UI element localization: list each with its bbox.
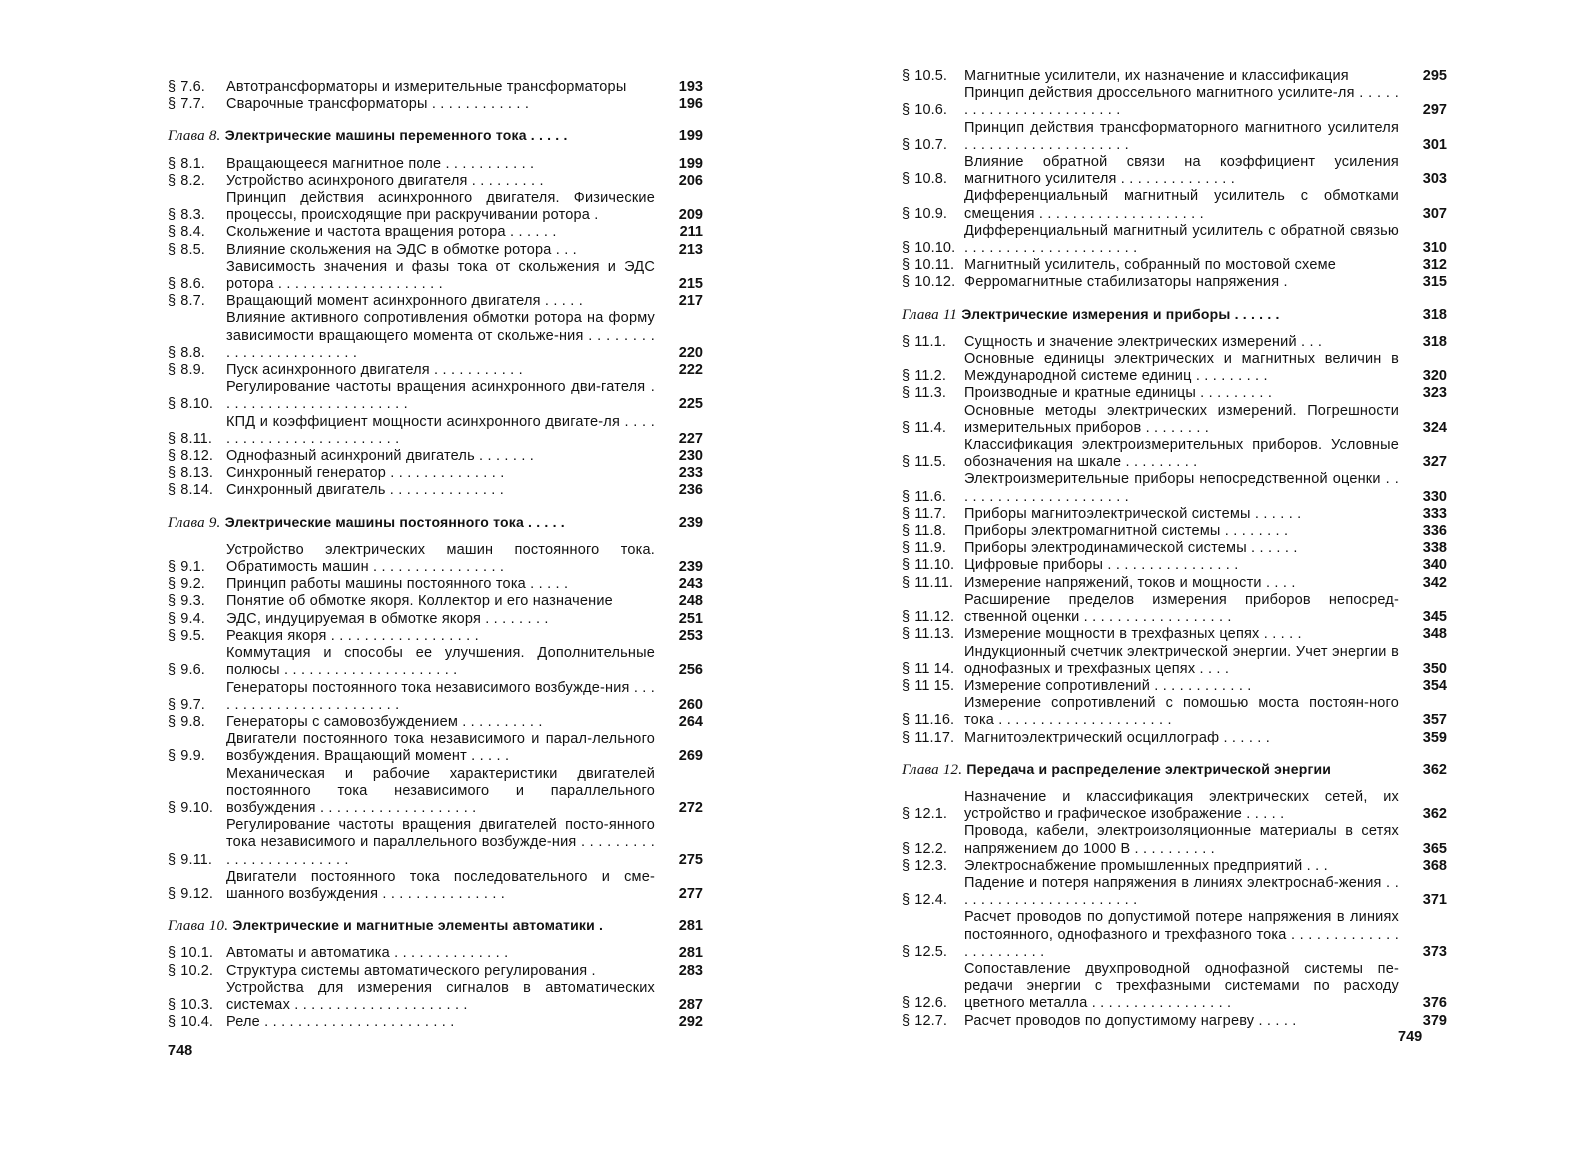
section-number: § 9.2. [168, 576, 205, 593]
page-reference: 260 [678, 696, 703, 713]
page-reference: 312 [1422, 257, 1447, 274]
page-reference: 239 [678, 514, 703, 531]
toc-entry [168, 680, 703, 714]
section-title: Регулирование частоты вращения асинхронного дви-гателя . . . . . . . . . . . . . . . . . . . . . . . [226, 379, 655, 413]
toc-entry [902, 506, 1447, 523]
toc-entry [168, 731, 703, 765]
toc-entry [168, 293, 703, 310]
chapter-title [168, 127, 661, 145]
toc-entry [902, 730, 1447, 747]
toc-entry [168, 963, 703, 980]
toc-entry [902, 274, 1447, 291]
toc-entry [902, 540, 1447, 557]
chapter-title [168, 514, 661, 532]
page-reference: 272 [678, 799, 703, 816]
section-number: § 8.6. [168, 276, 205, 293]
section-title: Двигатели постоянного тока последовательного и сме-шанного возбуждения . . . . . . . . . . . . . . . [226, 868, 655, 902]
toc-entry [168, 96, 703, 113]
page-number-left: 748 [168, 1043, 193, 1059]
section-title: Принцип действия трансформаторного магнитного усилителя . . . . . . . . . . . . . . . . . . . . [964, 119, 1399, 153]
section-number: § 11.16. [902, 712, 955, 729]
section-title: Приборы электромагнитной системы . . . . . . . . [964, 523, 1289, 540]
section-number: § 10.5. [902, 68, 948, 84]
toc-entry [168, 310, 703, 362]
page-reference: 315 [1422, 274, 1447, 291]
section-title: Сопоставление двухпроводной однофазной системы пе-редачи энергии с трехфазными системами по расходу цветного металла . . . . . . . . . . . . . . . . . [964, 960, 1399, 1012]
toc-entry [902, 557, 1447, 574]
section-number: § 10.8. [902, 171, 948, 188]
section-number: § 11.13. [902, 626, 955, 643]
section-number: § 9.11. [168, 851, 212, 868]
section-number: § 8.11. [168, 430, 212, 447]
section-title: Основные методы электрических измерений. Погрешности измерительных приборов . . . . . . . . [964, 402, 1399, 436]
section-title: Принцип действия дроссельного магнитного усилите-ля . . . . . . . . . . . . . . . . . . . . . . . . [964, 85, 1399, 119]
page-reference: 196 [678, 96, 703, 113]
section-title: Генераторы постоянного тока независимого возбужде-ния . . . . . . . . . . . . . . . . . . . . . . . . [226, 679, 655, 713]
toc-entry [168, 542, 703, 576]
page-reference: 283 [678, 962, 703, 979]
section-number: § 12.4. [902, 892, 948, 909]
page-reference: 225 [678, 396, 703, 413]
page-reference: 236 [678, 482, 703, 499]
toc-entry [168, 362, 703, 379]
toc-entry [168, 766, 703, 818]
toc-entry [168, 817, 703, 869]
section-title: Принцип действия асинхронного двигателя. Физические процессы, происходящие при раскручивании ротора . [226, 190, 655, 224]
toc-entry [902, 644, 1447, 678]
page-reference: 287 [678, 996, 703, 1013]
section-title: Классификация электроизмерительных приборов. Условные обозначения на шкале . . . . . . . . . [964, 437, 1399, 471]
section-title: Коммутация и способы ее улучшения. Дополнительные полюсы . . . . . . . . . . . . . . . . . . . . . [226, 645, 655, 679]
toc-entry [168, 190, 703, 224]
toc-entry [902, 188, 1447, 222]
section-number: § 11.8. [902, 523, 946, 540]
page-reference: 365 [1422, 840, 1447, 857]
page-reference: 336 [1422, 523, 1447, 540]
page-reference: 373 [1422, 943, 1447, 960]
section-title: Зависимость значения и фазы тока от скольжения и ЭДС ротора . . . . . . . . . . . . . . . . . . . . [226, 258, 655, 293]
chapter-name: Передача и распределение электрической энергии [966, 760, 1332, 777]
section-number: § 11.17. [902, 729, 955, 746]
section-title: Устройство электрических машин постоянного тока. Обратимость машин . . . . . . . . . . . . . . . . [226, 541, 655, 576]
section-number: § 12.7. [902, 1012, 948, 1029]
section-number: § 11.11. [902, 574, 954, 591]
toc-entry [902, 257, 1447, 274]
section-number: § 8.4. [168, 224, 205, 241]
page-reference: 281 [678, 945, 703, 962]
section-title: Провода, кабели, электроизоляционные материалы в сетях напряжением до 1000 В . . . . . . . . . . [964, 823, 1399, 857]
section-number: § 12.2. [902, 840, 948, 857]
toc-entry [168, 259, 703, 293]
section-number: § 8.10. [168, 396, 214, 413]
section-title: Однофазный асинхроний двигатель . . . . . . . [226, 448, 535, 465]
section-title: Влияние активного сопротивления обмотки ротора на форму зависимости вращающего момента от скольже-ния . . . . . . . . . . . . . . . . . . . . . . . . [226, 310, 655, 361]
section-title: Электроизмерительные приборы непосредственной оценки . . . . . . . . . . . . . . . . . . . . . . [964, 471, 1399, 505]
section-number: § 9.4. [168, 610, 205, 627]
toc-entry [902, 154, 1447, 188]
section-title: КПД и коэффициент мощности асинхронного двигате-ля . . . . . . . . . . . . . . . . . . . . . . . . . [226, 413, 655, 447]
page-reference: 327 [1422, 454, 1447, 471]
section-number: § 9.10. [168, 799, 214, 816]
section-number: § 10.6. [902, 102, 948, 119]
section-title: Падение и потеря напряжения в линиях электроснаб-жения . . . . . . . . . . . . . . . . . . . . . . . [964, 874, 1399, 909]
section-title: Вращающееся магнитное поле . . . . . . . . . . . [226, 155, 535, 172]
toc-entry [902, 961, 1447, 1013]
chapter-title [168, 917, 661, 935]
toc-entry [168, 173, 703, 190]
section-title: Принцип работы машины постоянного тока . . . . . [226, 576, 569, 593]
page-reference: 256 [678, 662, 703, 679]
section-title: Измерение сопротивлений с помошью моста постоян-ного тока . . . . . . . . . . . . . . . . . . . . . [964, 695, 1399, 729]
section-title: Назначение и классификация электрических сетей, их устройство и графическое изображение . . . . . [964, 788, 1399, 823]
section-number: § 10.9. [902, 205, 948, 222]
chapter-name: Электрические измерения и приборы . . . . . . [961, 305, 1280, 322]
toc-entry [168, 611, 703, 628]
section-title: Дифференциальный магнитный усилитель с обмотками смещения . . . . . . . . . . . . . . . . . . . . [964, 188, 1399, 222]
toc-entry [902, 858, 1447, 875]
page-reference: 333 [1422, 505, 1447, 522]
section-title: Регулирование частоты вращения двигателей посто-янного тока независимого и параллельного возбужде-ния . . . . . . . . . . . . . . . . . . . . . . . . [226, 817, 655, 868]
section-number: § 8.13. [168, 465, 214, 482]
section-title: Магнитоэлектрический осциллограф . . . . . . [964, 729, 1270, 746]
section-number: § 10.12. [902, 274, 956, 291]
section-title: Понятие об обмотке якоря. Коллектор и его назначение [226, 593, 613, 610]
chapter-label: Глава 9. [168, 514, 221, 531]
page-number-right: 749 [1398, 1029, 1423, 1045]
page-reference: 217 [678, 293, 703, 310]
section-number: § 11.4. [902, 419, 946, 436]
toc-entry [168, 980, 703, 1014]
toc-entry [168, 1014, 703, 1031]
toc-entry [168, 576, 703, 593]
toc-entry [902, 626, 1447, 643]
section-number: § 11 15. [902, 677, 955, 694]
toc-entry [902, 437, 1447, 471]
section-number: § 10.1. [168, 945, 214, 962]
chapter-label: Глава 12. [902, 761, 963, 778]
page-reference: 199 [678, 155, 703, 172]
section-title: Основные единицы электрических и магнитных величин в Международной системе единиц . . . . . . . . . [964, 351, 1399, 385]
section-number: § 12.6. [902, 995, 948, 1012]
toc-entry [902, 695, 1447, 729]
page-reference: 233 [678, 465, 703, 482]
toc-entry [168, 379, 703, 413]
section-title: Измерение сопротивлений . . . . . . . . . . . . [964, 677, 1252, 694]
page-reference: 338 [1422, 540, 1447, 557]
chapter-name: Электрические и магнитные элементы автоматики . [232, 917, 604, 934]
page-reference: 323 [1422, 385, 1447, 402]
toc-entry [168, 593, 703, 610]
page-reference: 371 [1422, 892, 1447, 909]
section-number: § 10.11. [902, 257, 955, 274]
section-number: § 12.5. [902, 943, 948, 960]
section-title: Скольжение и частота вращения ротора . . . . . . [226, 224, 557, 241]
section-title: Автотрансформаторы и измерительные трансформаторы [226, 79, 627, 95]
section-title: ЭДС, индуцируемая в обмотке якоря . . . . . . . . [226, 610, 549, 627]
page-reference: 379 [1422, 1012, 1447, 1029]
section-number: § 11.12. [902, 609, 955, 626]
toc-entry [902, 68, 1447, 85]
section-title: Влияние скольжения на ЭДС в обмотке ротора . . . [226, 241, 577, 258]
section-number: § 11.2. [902, 368, 946, 385]
page-reference: 243 [678, 576, 703, 593]
section-title: Механическая и рабочие характеристики двигателей постоянного тока независимого и параллельного возбуждения . . . . . . . . . . . . . . . . . . . [226, 765, 655, 816]
page-reference: 330 [1422, 488, 1447, 505]
toc-entry [902, 1013, 1447, 1030]
page-reference: 348 [1422, 626, 1447, 643]
section-number: § 12.3. [902, 857, 948, 874]
chapter-label: Глава 10. [168, 918, 229, 935]
chapter-name: Электрические машины постоянного тока . . . . . [224, 513, 565, 530]
page-reference: 220 [678, 344, 703, 361]
section-title: Магнитные усилители, их назначение и классификация [964, 68, 1349, 84]
section-number: § 11.5. [902, 454, 946, 471]
page-reference: 209 [678, 207, 703, 224]
page-reference: 303 [1422, 171, 1447, 188]
page-reference: 297 [1422, 102, 1447, 119]
page-reference: 269 [678, 748, 703, 765]
page-reference: 320 [1422, 368, 1447, 385]
toc-entry [168, 242, 703, 259]
toc-entry [902, 334, 1447, 351]
chapter-title [902, 306, 1405, 324]
section-title: Измерение напряжений, токов и мощности . . . . [964, 574, 1296, 591]
toc-entry [902, 351, 1447, 385]
page-reference: 215 [678, 276, 703, 293]
section-title: Синхронный генератор . . . . . . . . . . . . . . [226, 465, 505, 482]
section-number: § 9.5. [168, 627, 205, 644]
section-number: § 9.1. [168, 559, 205, 576]
section-title: Расширение пределов измерения приборов непосред-ственной оценки . . . . . . . . . . . . . . . . . . [964, 591, 1399, 626]
toc-entry [168, 156, 703, 173]
section-number: § 9.6. [168, 662, 205, 679]
toc-entry [902, 789, 1447, 823]
section-title: Генераторы с самовозбуждением . . . . . . . . . . [226, 713, 543, 730]
chapter-heading [168, 514, 703, 532]
toc-entry [168, 869, 703, 903]
toc-entry [168, 465, 703, 482]
page-reference: 354 [1422, 677, 1447, 694]
toc-entry [168, 645, 703, 679]
section-number: § 8.8. [168, 344, 205, 361]
page-reference: 251 [678, 610, 703, 627]
toc-entry [168, 79, 703, 96]
page-reference: 248 [678, 593, 703, 610]
section-number: § 10.3. [168, 996, 214, 1013]
section-title: Вращающий момент асинхронного двигателя . . . . . [226, 293, 583, 310]
toc-entry [902, 909, 1447, 961]
page-reference: 227 [678, 430, 703, 447]
page-reference: 222 [678, 362, 703, 379]
toc-entry [902, 223, 1447, 257]
section-number: § 11 14. [902, 660, 955, 677]
section-number: § 10.4. [168, 1014, 214, 1031]
page-reference: 206 [678, 172, 703, 189]
section-title: Двигатели постоянного тока независимого и парал-лельного возбуждения. Вращающий момент . . . . . [226, 731, 655, 765]
section-title: Магнитный усилитель, собранный по мостовой схеме [964, 257, 1337, 274]
page-reference: 310 [1422, 240, 1447, 257]
section-number: § 8.2. [168, 172, 205, 189]
toc-entry [168, 414, 703, 448]
page-reference: 211 [679, 224, 703, 241]
toc-entry [168, 224, 703, 241]
section-number: § 9.12. [168, 885, 214, 902]
section-title: Индукционный счетчик электрической энергии. Учет энергии в однофазных и трехфазных цепях . . . . [964, 643, 1399, 677]
section-title: Устройство асинхроного двигателя . . . . . . . . . [226, 172, 544, 189]
section-title: Структура системы автоматического регулирования . [226, 962, 596, 979]
page-reference: 193 [678, 79, 703, 95]
page-reference: 264 [678, 713, 703, 730]
section-number: § 9.7. [168, 696, 205, 713]
toc-list-right [902, 68, 1447, 1030]
page-reference: 318 [1422, 333, 1447, 350]
section-number: § 8.7. [168, 293, 205, 310]
section-number: § 10.10. [902, 240, 956, 257]
section-title: Приборы электродинамической системы . . . . . . [964, 540, 1298, 557]
section-title: Устройства для измерения сигналов в автоматических системах . . . . . . . . . . . . . . . . . . . . . [226, 979, 655, 1013]
section-number: § 10.2. [168, 962, 214, 979]
page-reference: 350 [1422, 660, 1447, 677]
toc-entry [902, 385, 1447, 402]
page-reference: 230 [678, 448, 703, 465]
section-number: § 8.14. [168, 482, 214, 499]
page-reference: 376 [1422, 995, 1447, 1012]
toc-entry [902, 403, 1447, 437]
section-title: Дифференциальный магнитный усилитель с обратной связью . . . . . . . . . . . . . . . . . . . . . [964, 222, 1399, 257]
toc-entry [902, 575, 1447, 592]
page-reference: 342 [1422, 574, 1447, 591]
chapter-heading [168, 127, 703, 145]
page-reference: 239 [678, 559, 703, 576]
page-reference: 362 [1422, 806, 1447, 823]
chapter-label: Глава 8. [168, 128, 221, 145]
chapter-heading [168, 917, 703, 935]
chapter-title [902, 761, 1405, 779]
section-number: § 11.1. [902, 333, 946, 350]
section-number: § 8.3. [168, 207, 205, 224]
section-number: § 12.1. [902, 806, 948, 823]
page-reference: 301 [1422, 136, 1447, 153]
section-number: § 9.8. [168, 713, 205, 730]
section-number: § 11.6. [902, 488, 946, 505]
page-reference: 277 [678, 885, 703, 902]
section-title: Измерение мощности в трехфазных цепях . . . . . [964, 626, 1302, 643]
page-reference: 253 [678, 627, 703, 644]
section-title: Сварочные трансформаторы . . . . . . . . . . . . [226, 96, 530, 113]
section-title: Реакция якоря . . . . . . . . . . . . . . . . . . [226, 627, 479, 644]
chapter-heading [902, 306, 1447, 324]
section-number: § 9.3. [168, 593, 205, 610]
section-number: § 11.10. [902, 557, 955, 574]
toc-entry [902, 678, 1447, 695]
page-reference: 275 [678, 851, 703, 868]
section-title: Расчет проводов по допустимой потере напряжения в линиях постоянного, однофазного и трехфазного тока . . . . . . . . . . . . . . . . . . . . . . . [964, 909, 1399, 960]
toc-entry [902, 875, 1447, 909]
page-reference: 324 [1422, 419, 1447, 436]
section-number: § 8.5. [168, 241, 205, 258]
section-number: § 7.7. [168, 96, 205, 113]
section-title: Ферромагнитные стабилизаторы напряжения . [964, 274, 1288, 291]
page-reference: 345 [1422, 609, 1447, 626]
page-reference: 199 [678, 128, 703, 145]
section-number: § 9.9. [168, 748, 205, 765]
section-title: Влияние обратной связи на коэффициент усиления магнитного усилителя . . . . . . . . . . . . . . [964, 154, 1399, 188]
section-number: § 8.12. [168, 448, 214, 465]
page-reference: 213 [678, 241, 703, 258]
section-number: § 11.7. [902, 505, 946, 522]
section-title: Автоматы и автоматика . . . . . . . . . . . . . . [226, 945, 509, 962]
section-title: Расчет проводов по допустимому нагреву . . . . . [964, 1012, 1297, 1029]
toc-entry [902, 120, 1447, 154]
chapter-name: Электрические машины переменного тока . . . . . [224, 127, 568, 144]
page-reference: 307 [1422, 205, 1447, 222]
section-number: § 8.9. [168, 362, 205, 379]
section-number: § 11.9. [902, 540, 946, 557]
section-title: Синхронный двигатель . . . . . . . . . . . . . . [226, 482, 504, 499]
toc-entry [902, 592, 1447, 626]
section-number: § 11.3. [902, 385, 946, 402]
chapter-label: Глава 11 [902, 306, 958, 323]
toc-entry [168, 628, 703, 645]
toc-entry [168, 482, 703, 499]
section-title: Производные и кратные единицы . . . . . . . . . [964, 385, 1273, 402]
toc-entry [168, 448, 703, 465]
section-title: Пуск асинхронного двигателя . . . . . . . . . . . [226, 362, 523, 379]
toc-entry [902, 823, 1447, 857]
page-reference: 281 [678, 918, 703, 935]
toc-entry [168, 714, 703, 731]
section-title: Реле . . . . . . . . . . . . . . . . . . . . . . . [226, 1014, 455, 1031]
section-title: Цифровые приборы . . . . . . . . . . . . . . . . [964, 557, 1239, 574]
page-reference: 318 [1422, 306, 1447, 323]
section-number: § 7.6. [168, 79, 205, 95]
page-reference: 357 [1422, 712, 1447, 729]
toc-list-left [168, 79, 703, 1031]
section-title: Сущность и значение электрических измерений . . . [964, 333, 1323, 350]
toc-entry [902, 523, 1447, 540]
section-title: Приборы магнитоэлектрической системы . . . . . . [964, 505, 1302, 522]
section-number: § 8.1. [168, 155, 205, 172]
toc-entry [168, 945, 703, 962]
toc-entry [902, 85, 1447, 119]
section-title: Электроснабжение промышленных предприятий . . . [964, 857, 1328, 874]
toc-entry [902, 471, 1447, 505]
page-reference: 359 [1422, 729, 1447, 746]
page-reference: 368 [1422, 857, 1447, 874]
page-reference: 340 [1422, 557, 1447, 574]
chapter-heading [902, 761, 1447, 779]
section-number: § 10.7. [902, 136, 948, 153]
page-reference: 295 [1422, 68, 1447, 84]
page-reference: 362 [1422, 761, 1447, 778]
page-reference: 292 [678, 1014, 703, 1031]
